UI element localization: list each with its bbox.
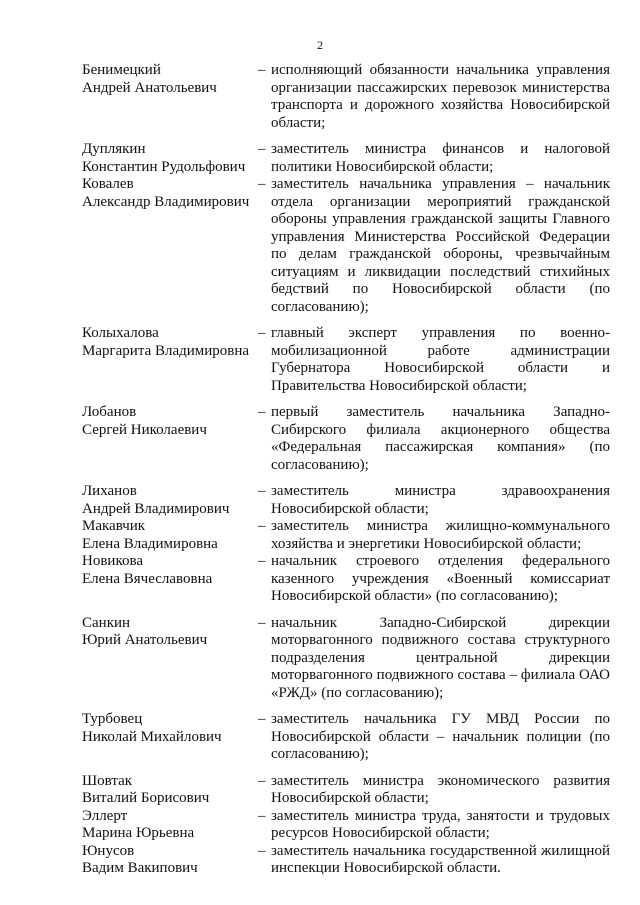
given-name: Сергей Николаевич: [82, 421, 207, 438]
position-text: заместитель министра жилищно-коммунального хозяйства и энергетики Новосибирской области;: [271, 518, 610, 552]
page-number: 2: [317, 38, 323, 52]
given-name: Марина Юрьевна: [82, 825, 195, 841]
position-text: главный эксперт управления по военно-мобилизационной работе администрации Губернатора Новосибирской области и Правительства Новосибирской области;: [271, 325, 610, 394]
dash-separator: –: [258, 141, 266, 157]
given-name: Маргарита Владимировна: [82, 342, 250, 359]
dash-separator: –: [258, 772, 266, 789]
list-item: [82, 518, 610, 553]
dash-separator: –: [258, 614, 266, 631]
person-name: [82, 615, 258, 703]
given-name: Елена Владимировна: [82, 535, 218, 552]
person-name: [82, 141, 258, 176]
person-name: [82, 773, 258, 808]
dash-separator: –: [258, 483, 266, 499]
dash-separator: –: [258, 711, 266, 727]
surname: Эллерт: [82, 807, 128, 824]
position-text: первый заместитель начальника Западно-Сибирского филиала акционерного общества «Федеральная пассажирская компания» (по согласованию);: [271, 404, 610, 473]
surname: Турбовец: [82, 711, 143, 727]
dash-separator: –: [258, 404, 266, 420]
dash-separator: –: [258, 518, 266, 534]
given-name: Виталий Борисович: [82, 790, 210, 806]
list-item: [82, 141, 610, 176]
given-name: Николай Михайлович: [82, 728, 222, 745]
dash-separator: –: [258, 553, 266, 569]
position-text: заместитель министра здравоохранения Новосибирской области;: [271, 483, 610, 517]
surname: Юнусов: [82, 842, 135, 859]
list-item: [82, 483, 610, 518]
surname: Ковалев: [82, 176, 134, 192]
list-item: [82, 843, 610, 878]
given-name: Александр Владимирович: [82, 193, 250, 210]
person-name: [82, 404, 258, 474]
surname: Лобанов: [82, 404, 137, 420]
surname: Дуплякин: [82, 141, 146, 157]
surname: Новикова: [82, 553, 144, 569]
surname: Шовтак: [82, 772, 133, 789]
person-name: [82, 518, 258, 553]
given-name: Юрий Анатольевич: [82, 632, 208, 648]
person-name: [82, 808, 258, 843]
person-name: [82, 553, 258, 606]
position-text: заместитель начальника ГУ МВД России по Новосибирской области – начальник полиции (по согласованию);: [271, 711, 610, 762]
list-item: [82, 62, 610, 132]
person-name: [82, 483, 258, 518]
surname: Колыхалова: [82, 325, 159, 341]
given-name: Вадим Вакипович: [82, 860, 198, 876]
list-item: [82, 808, 610, 843]
list-item: [82, 404, 610, 474]
member-list: [82, 62, 610, 878]
given-name: Андрей Владимирович: [82, 500, 230, 517]
dash-separator: –: [258, 176, 266, 192]
person-name: [82, 176, 258, 316]
dash-separator: –: [258, 62, 266, 78]
list-item: [82, 553, 610, 606]
list-item: [82, 711, 610, 764]
person-name: [82, 843, 258, 878]
surname: Лиханов: [82, 483, 137, 499]
given-name: Константин Рудольфович: [82, 158, 246, 175]
surname: Санкин: [82, 614, 131, 631]
position-text: заместитель начальника государственной жилищной инспекции Новосибирской области.: [271, 842, 610, 876]
given-name: Андрей Анатольевич: [82, 79, 217, 96]
given-name: Елена Вячеславовна: [82, 570, 213, 587]
position-text: заместитель министра финансов и налоговой политики Новосибирской области;: [271, 141, 610, 175]
position-text: начальник Западно-Сибирской дирекции моторвагонного подвижного состава структурного подразделения центральной дирекции моторвагонного подвижного состава – филиала ОАО «РЖД» (по согласованию);: [271, 614, 610, 701]
surname: Макавчик: [82, 518, 146, 534]
list-item: [82, 325, 610, 395]
person-name: [82, 711, 258, 764]
position-text: исполняющий обязанности начальника управления организации пассажирских перевозок министерства транспорта и дорожного хозяйства Новосибирской области;: [271, 62, 610, 131]
position-text: заместитель министра труда, занятости и трудовых ресурсов Новосибирской области;: [271, 807, 610, 841]
list-item: [82, 176, 610, 316]
person-name: [82, 62, 258, 132]
surname: Бенимецкий: [82, 62, 161, 78]
person-name: [82, 325, 258, 395]
dash-separator: –: [258, 842, 266, 859]
position-text: заместитель начальника управления – начальник отдела организации мероприятий гражданской обороны управления гражданской защиты Главного управления Министерства Российской Федерации по делам гражданской обороны, чрезвычайным ситуациям и ликвидации последствий стихийных бедствий по Новосибирской области (по согласованию);: [271, 176, 610, 315]
position-text: начальник строевого отделения федерального казенного учреждения «Военный комиссариат Новосибирской области» (по согласованию);: [271, 553, 610, 604]
list-item: [82, 615, 610, 703]
position-text: заместитель министра экономического развития Новосибирской области;: [271, 772, 610, 806]
list-item: [82, 773, 610, 808]
dash-separator: –: [258, 807, 266, 824]
dash-separator: –: [258, 325, 266, 341]
